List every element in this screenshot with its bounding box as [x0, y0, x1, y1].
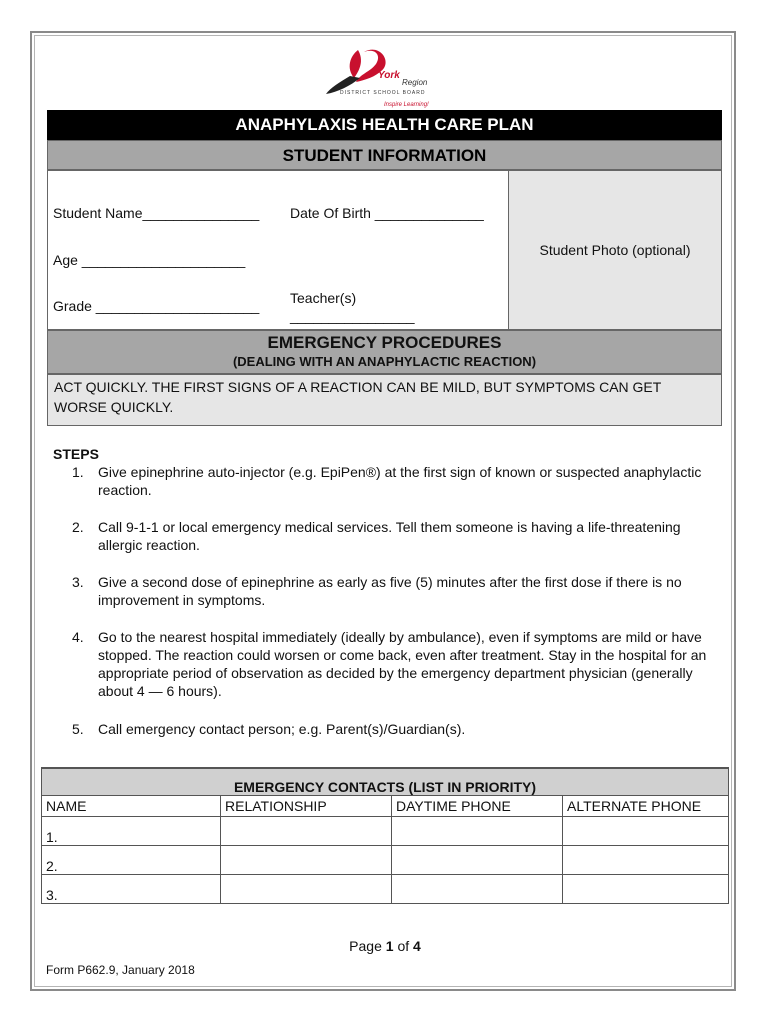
student-info-heading: STUDENT INFORMATION	[47, 140, 722, 170]
contact-daytime-phone-cell[interactable]	[392, 817, 563, 846]
contact-name-cell[interactable]: 1.	[42, 817, 221, 846]
york-region-logo	[320, 42, 440, 110]
page-current: 1	[385, 938, 394, 954]
step-item	[72, 463, 712, 501]
contact-relationship-cell[interactable]	[221, 846, 392, 875]
age-field[interactable]: Age _____________________	[53, 252, 246, 268]
table-row	[42, 817, 729, 846]
form-title: ANAPHYLAXIS HEALTH CARE PLAN	[47, 110, 722, 140]
step-item	[72, 720, 712, 740]
table-row	[42, 846, 729, 875]
step-text: Go to the nearest hospital immediately (ideally by ambulance), even if symptoms are mild or have stopped. The reaction could worsen or come back, even after treatment. Stay in the hospital for an appropriate period of observation as decided by the emergency department physician (generally about 4 — 6 hours).	[98, 629, 707, 699]
step-text: Give a second dose of epinephrine as early as five (5) minutes after the first dose if there is no improvement in symptoms.	[98, 574, 682, 608]
page-number	[0, 938, 770, 954]
contact-name-cell[interactable]: 2.	[42, 846, 221, 875]
step-item	[72, 628, 712, 702]
logo-tagline: Inspire Learning!	[384, 102, 429, 108]
form-id: Form P662.9, January 2018	[46, 963, 195, 977]
emergency-procedures-heading	[47, 330, 722, 374]
column-header: NAME	[42, 796, 221, 817]
step-number: 5.	[72, 721, 84, 737]
step-text: Give epinephrine auto-injector (e.g. EpiPen®) at the first sign of known or suspected anaphylactic reaction.	[98, 464, 702, 498]
logo-org-line1: York	[378, 70, 400, 81]
step-text: Call emergency contact person; e.g. Parent(s)/Guardian(s).	[98, 721, 466, 737]
student-photo-label: Student Photo (optional)	[539, 242, 691, 258]
step-item	[72, 518, 712, 556]
page-total: 4	[413, 938, 421, 954]
contact-relationship-cell[interactable]	[221, 817, 392, 846]
logo-org-line2: Region	[402, 78, 428, 87]
contact-daytime-phone-cell[interactable]	[392, 875, 563, 904]
column-header: ALTERNATE PHONE	[563, 796, 729, 817]
logo-board: DISTRICT SCHOOL BOARD	[340, 90, 426, 96]
table-row	[42, 875, 729, 904]
emergency-contacts-table	[41, 767, 729, 904]
contact-alternate-phone-cell[interactable]	[563, 817, 729, 846]
column-header: DAYTIME PHONE	[392, 796, 563, 817]
contact-relationship-cell[interactable]	[221, 875, 392, 904]
step-number: 2.	[72, 519, 84, 535]
teachers-field[interactable]: ________________	[290, 308, 415, 324]
emergency-subtitle: (DEALING WITH AN ANAPHYLACTIC REACTION)	[232, 354, 537, 369]
column-header: RELATIONSHIP	[221, 796, 392, 817]
date-of-birth-field[interactable]: Date Of Birth ______________	[290, 205, 484, 221]
student-name-field[interactable]: Student Name_______________	[53, 205, 260, 221]
teachers-label: Teacher(s)	[290, 290, 357, 306]
contacts-header-row	[42, 796, 729, 817]
emergency-warning: ACT QUICKLY. THE FIRST SIGNS OF A REACTION CAN BE MILD, BUT SYMPTOMS CAN GET WORSE QUICKLY.	[47, 374, 722, 426]
step-item	[72, 573, 712, 611]
step-number: 1.	[72, 464, 84, 480]
contact-daytime-phone-cell[interactable]	[392, 846, 563, 875]
page-prefix: Page	[349, 938, 386, 954]
contacts-caption: EMERGENCY CONTACTS (LIST IN PRIORITY)	[42, 768, 729, 796]
page-of: of	[393, 938, 414, 954]
grade-field[interactable]: Grade _____________________	[53, 298, 260, 314]
step-number: 4.	[72, 629, 84, 645]
steps-title: STEPS	[53, 446, 99, 462]
step-text: Call 9-1-1 or local emergency medical services. Tell them someone is having a life-threatening allergic reaction.	[98, 519, 681, 553]
contact-alternate-phone-cell[interactable]	[563, 846, 729, 875]
contact-name-cell[interactable]: 3.	[42, 875, 221, 904]
logo-swoosh-red	[350, 50, 361, 78]
contact-alternate-phone-cell[interactable]	[563, 875, 729, 904]
step-number: 3.	[72, 574, 84, 590]
emergency-title: EMERGENCY PROCEDURES	[267, 333, 502, 352]
